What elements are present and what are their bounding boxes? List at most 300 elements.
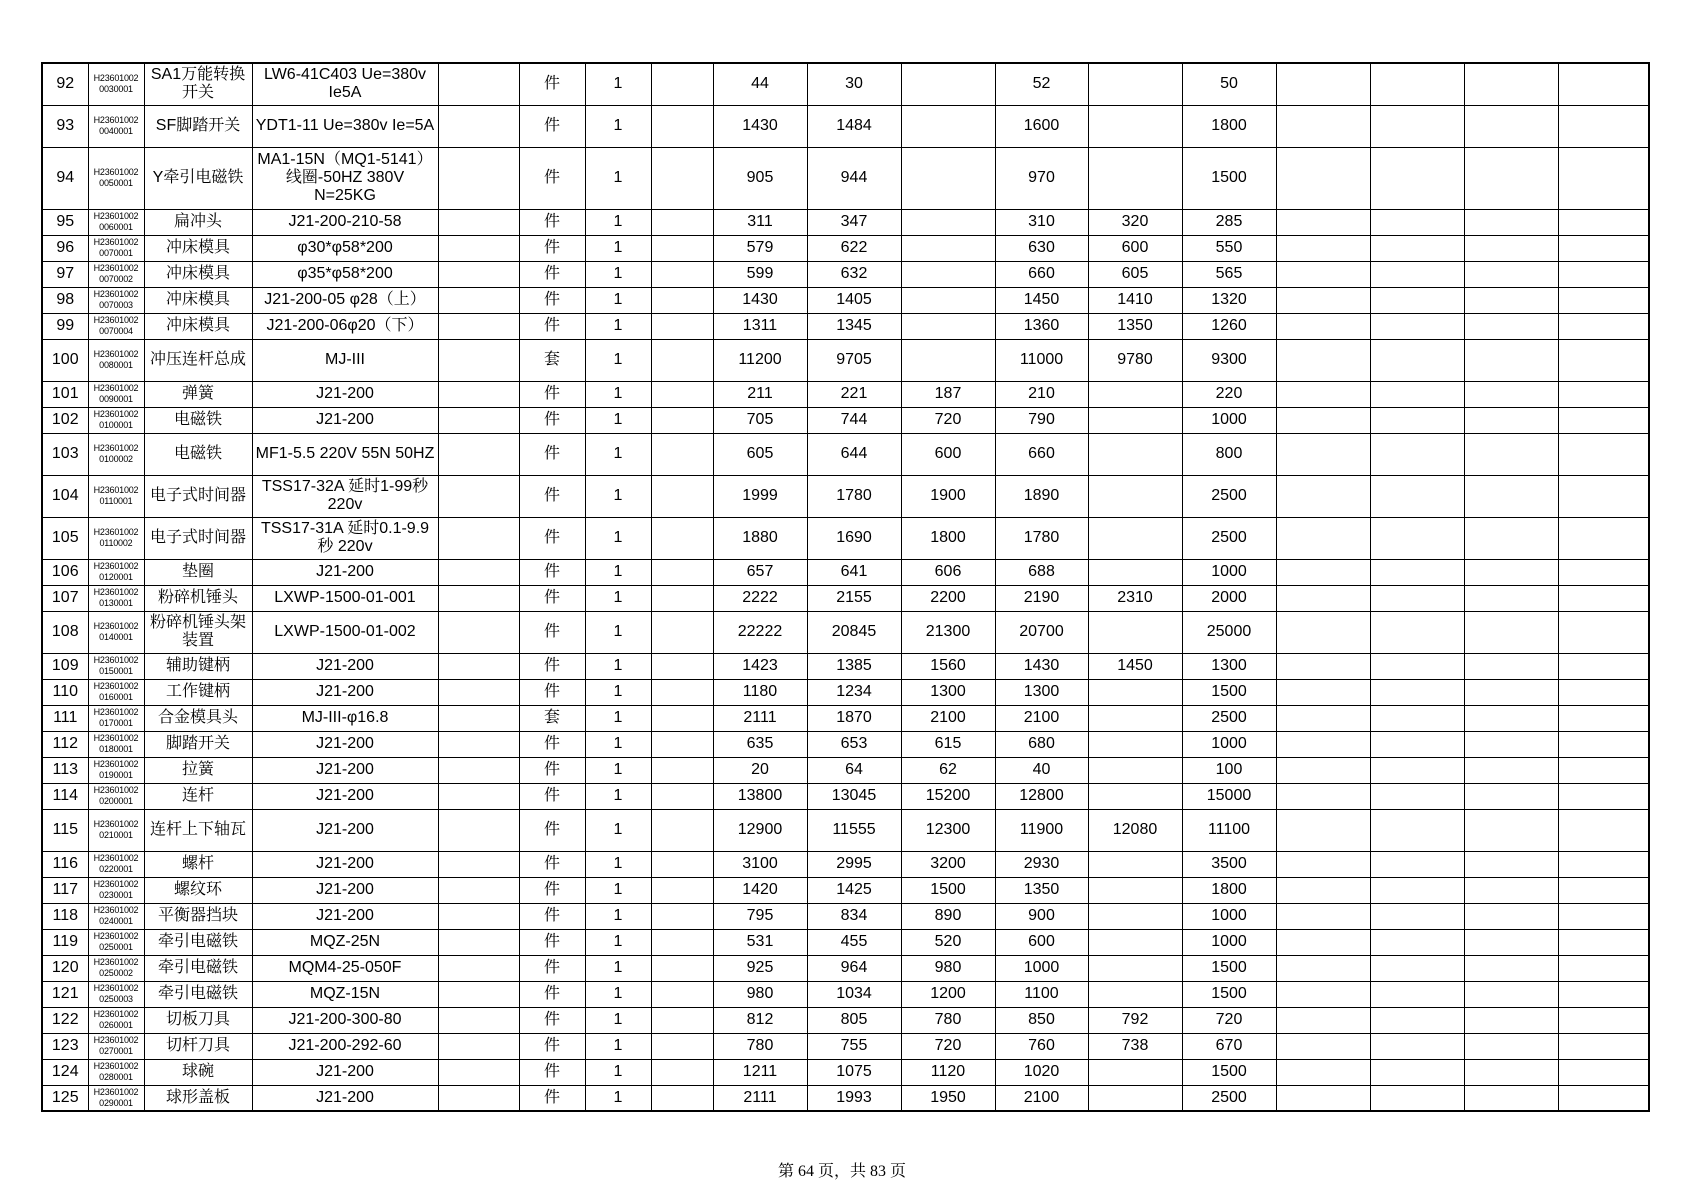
empty-cell [438, 611, 519, 653]
empty-cell [651, 313, 713, 339]
empty-cell [438, 653, 519, 679]
empty-cell [1464, 611, 1558, 653]
table-row [42, 981, 1649, 1007]
item-code: H23601002 0240001 [88, 903, 144, 929]
empty-cell [1370, 611, 1464, 653]
price-5: 1410 [1088, 287, 1182, 313]
price-1: 531 [713, 929, 807, 955]
price-4: 210 [995, 381, 1088, 407]
item-quantity: 1 [585, 903, 651, 929]
price-2: 644 [807, 433, 901, 475]
price-4: 2100 [995, 1085, 1088, 1111]
empty-cell [438, 63, 519, 105]
table-row [42, 475, 1649, 517]
price-6: 2500 [1182, 475, 1276, 517]
footer-suffix: 页 [890, 1163, 907, 1180]
price-4: 1430 [995, 653, 1088, 679]
table-row [42, 955, 1649, 981]
item-name: 电子式时间器 [144, 517, 252, 559]
price-5: 1350 [1088, 313, 1182, 339]
price-5 [1088, 783, 1182, 809]
empty-cell [438, 475, 519, 517]
price-4: 850 [995, 1007, 1088, 1033]
empty-cell [438, 757, 519, 783]
row-number: 110 [42, 679, 88, 705]
price-6: 1500 [1182, 679, 1276, 705]
price-3: 980 [901, 955, 995, 981]
item-code: H23601002 0260001 [88, 1007, 144, 1033]
footer-total-pages: 83 [870, 1163, 886, 1180]
empty-cell [1464, 147, 1558, 209]
price-2: 834 [807, 903, 901, 929]
price-4: 1600 [995, 105, 1088, 147]
item-spec: TSS17-31A 延时0.1-9.9秒 220v [252, 517, 438, 559]
price-4: 660 [995, 261, 1088, 287]
item-code: H23601002 0250002 [88, 955, 144, 981]
item-name: 切杆刀具 [144, 1033, 252, 1059]
item-quantity: 1 [585, 955, 651, 981]
price-1: 1430 [713, 105, 807, 147]
row-number: 103 [42, 433, 88, 475]
item-quantity: 1 [585, 679, 651, 705]
empty-cell [1464, 757, 1558, 783]
item-code: H23601002 0110001 [88, 475, 144, 517]
item-quantity: 1 [585, 611, 651, 653]
empty-cell [651, 261, 713, 287]
empty-cell [1276, 877, 1370, 903]
table-row [42, 517, 1649, 559]
price-3: 780 [901, 1007, 995, 1033]
item-name: 球形盖板 [144, 1085, 252, 1111]
price-2: 1385 [807, 653, 901, 679]
item-quantity: 1 [585, 381, 651, 407]
empty-cell [651, 679, 713, 705]
empty-cell [1558, 955, 1649, 981]
empty-cell [1464, 209, 1558, 235]
price-1: 1430 [713, 287, 807, 313]
empty-cell [1370, 731, 1464, 757]
price-3 [901, 313, 995, 339]
empty-cell [1464, 955, 1558, 981]
empty-cell [1276, 407, 1370, 433]
price-1: 579 [713, 235, 807, 261]
item-spec: MQZ-25N [252, 929, 438, 955]
row-number: 116 [42, 851, 88, 877]
price-5 [1088, 679, 1182, 705]
empty-cell [438, 585, 519, 611]
item-unit: 件 [519, 313, 585, 339]
row-number: 121 [42, 981, 88, 1007]
row-number: 99 [42, 313, 88, 339]
empty-cell [438, 261, 519, 287]
empty-cell [1276, 1007, 1370, 1033]
empty-cell [1464, 63, 1558, 105]
row-number: 94 [42, 147, 88, 209]
item-spec: J21-200 [252, 731, 438, 757]
empty-cell [1276, 851, 1370, 877]
empty-cell [438, 105, 519, 147]
price-2: 455 [807, 929, 901, 955]
item-code: H23601002 0130001 [88, 585, 144, 611]
price-4: 1020 [995, 1059, 1088, 1085]
empty-cell [1558, 1059, 1649, 1085]
empty-cell [1276, 585, 1370, 611]
price-6: 1800 [1182, 105, 1276, 147]
price-6: 1500 [1182, 955, 1276, 981]
empty-cell [1276, 313, 1370, 339]
item-name: SF脚踏开关 [144, 105, 252, 147]
empty-cell [651, 731, 713, 757]
empty-cell [438, 235, 519, 261]
price-4: 680 [995, 731, 1088, 757]
empty-cell [1464, 339, 1558, 381]
price-1: 925 [713, 955, 807, 981]
table-row [42, 903, 1649, 929]
item-quantity: 1 [585, 1085, 651, 1111]
price-6: 1000 [1182, 903, 1276, 929]
empty-cell [1370, 63, 1464, 105]
item-name: 弹簧 [144, 381, 252, 407]
empty-cell [1464, 679, 1558, 705]
empty-cell [1276, 339, 1370, 381]
empty-cell [1464, 313, 1558, 339]
empty-cell [1370, 877, 1464, 903]
item-code: H23601002 0140001 [88, 611, 144, 653]
price-5 [1088, 147, 1182, 209]
table-row [42, 63, 1649, 105]
price-6: 1000 [1182, 407, 1276, 433]
empty-cell [651, 559, 713, 585]
table-row [42, 929, 1649, 955]
item-spec: J21-200 [252, 381, 438, 407]
table-row [42, 705, 1649, 731]
empty-cell [651, 903, 713, 929]
item-quantity: 1 [585, 287, 651, 313]
row-number: 124 [42, 1059, 88, 1085]
price-5 [1088, 517, 1182, 559]
price-5 [1088, 705, 1182, 731]
empty-cell [1276, 783, 1370, 809]
price-5 [1088, 559, 1182, 585]
price-6: 1300 [1182, 653, 1276, 679]
empty-cell [438, 339, 519, 381]
price-5 [1088, 611, 1182, 653]
row-number: 122 [42, 1007, 88, 1033]
price-1: 2111 [713, 705, 807, 731]
price-2: 1234 [807, 679, 901, 705]
price-2: 653 [807, 731, 901, 757]
empty-cell [1558, 235, 1649, 261]
item-code: H23601002 0100001 [88, 407, 144, 433]
row-number: 97 [42, 261, 88, 287]
item-name: 牵引电磁铁 [144, 929, 252, 955]
empty-cell [1276, 981, 1370, 1007]
price-1: 980 [713, 981, 807, 1007]
item-unit: 件 [519, 407, 585, 433]
empty-cell [1464, 981, 1558, 1007]
item-quantity: 1 [585, 809, 651, 851]
price-4: 660 [995, 433, 1088, 475]
item-unit: 件 [519, 903, 585, 929]
price-4: 1890 [995, 475, 1088, 517]
item-code: H23601002 0280001 [88, 1059, 144, 1085]
price-5: 2310 [1088, 585, 1182, 611]
price-5 [1088, 955, 1182, 981]
empty-cell [438, 809, 519, 851]
item-spec: MQZ-15N [252, 981, 438, 1007]
item-name: 牵引电磁铁 [144, 955, 252, 981]
item-code: H23601002 0090001 [88, 381, 144, 407]
price-5 [1088, 1085, 1182, 1111]
price-1: 11200 [713, 339, 807, 381]
table-row [42, 731, 1649, 757]
price-2: 1484 [807, 105, 901, 147]
empty-cell [1370, 981, 1464, 1007]
empty-cell [1464, 559, 1558, 585]
price-6: 3500 [1182, 851, 1276, 877]
empty-cell [1558, 1007, 1649, 1033]
price-3: 520 [901, 929, 995, 955]
item-spec: J21-200 [252, 559, 438, 585]
price-3 [901, 209, 995, 235]
price-4: 790 [995, 407, 1088, 433]
empty-cell [1464, 929, 1558, 955]
price-3 [901, 235, 995, 261]
item-spec: J21-200 [252, 757, 438, 783]
empty-cell [438, 705, 519, 731]
row-number: 123 [42, 1033, 88, 1059]
item-code: H23601002 0210001 [88, 809, 144, 851]
empty-cell [1276, 731, 1370, 757]
empty-cell [1370, 1059, 1464, 1085]
empty-cell [1558, 705, 1649, 731]
empty-cell [1558, 433, 1649, 475]
price-3 [901, 339, 995, 381]
empty-cell [1558, 877, 1649, 903]
empty-cell [1276, 1033, 1370, 1059]
price-2: 1870 [807, 705, 901, 731]
price-6: 220 [1182, 381, 1276, 407]
empty-cell [1464, 517, 1558, 559]
item-spec: J21-200 [252, 653, 438, 679]
price-6: 9300 [1182, 339, 1276, 381]
price-1: 705 [713, 407, 807, 433]
table-row [42, 235, 1649, 261]
row-number: 117 [42, 877, 88, 903]
item-spec: J21-200-06φ20（下） [252, 313, 438, 339]
empty-cell [1370, 475, 1464, 517]
item-spec: J21-200 [252, 903, 438, 929]
price-2: 11555 [807, 809, 901, 851]
row-number: 100 [42, 339, 88, 381]
price-2: 1075 [807, 1059, 901, 1085]
empty-cell [438, 209, 519, 235]
empty-cell [651, 809, 713, 851]
row-number: 101 [42, 381, 88, 407]
price-2: 632 [807, 261, 901, 287]
price-3: 1300 [901, 679, 995, 705]
item-code: H23601002 0180001 [88, 731, 144, 757]
item-code: H23601002 0290001 [88, 1085, 144, 1111]
empty-cell [1464, 877, 1558, 903]
price-4: 1780 [995, 517, 1088, 559]
item-spec: J21-200 [252, 1059, 438, 1085]
item-unit: 件 [519, 851, 585, 877]
empty-cell [1464, 1085, 1558, 1111]
price-1: 211 [713, 381, 807, 407]
price-5: 1450 [1088, 653, 1182, 679]
empty-cell [1276, 475, 1370, 517]
empty-cell [1370, 679, 1464, 705]
empty-cell [1370, 851, 1464, 877]
item-quantity: 1 [585, 783, 651, 809]
empty-cell [651, 929, 713, 955]
empty-cell [1370, 433, 1464, 475]
empty-cell [1276, 105, 1370, 147]
empty-cell [1558, 757, 1649, 783]
item-name: 球碗 [144, 1059, 252, 1085]
item-spec: J21-200 [252, 809, 438, 851]
row-number: 95 [42, 209, 88, 235]
item-code: H23601002 0040001 [88, 105, 144, 147]
row-number: 119 [42, 929, 88, 955]
item-code: H23601002 0170001 [88, 705, 144, 731]
row-number: 92 [42, 63, 88, 105]
item-name: 扁冲头 [144, 209, 252, 235]
empty-cell [438, 679, 519, 705]
price-3: 1500 [901, 877, 995, 903]
item-name: 平衡器挡块 [144, 903, 252, 929]
empty-cell [1464, 851, 1558, 877]
empty-cell [1370, 653, 1464, 679]
item-code: H23601002 0220001 [88, 851, 144, 877]
empty-cell [438, 851, 519, 877]
item-unit: 件 [519, 929, 585, 955]
row-number: 111 [42, 705, 88, 731]
item-unit: 件 [519, 955, 585, 981]
empty-cell [1370, 1085, 1464, 1111]
item-spec: TSS17-32A 延时1-99秒 220v [252, 475, 438, 517]
price-3: 2100 [901, 705, 995, 731]
item-unit: 件 [519, 209, 585, 235]
empty-cell [651, 235, 713, 261]
empty-cell [438, 877, 519, 903]
item-code: H23601002 0250003 [88, 981, 144, 1007]
price-3: 720 [901, 407, 995, 433]
row-number: 93 [42, 105, 88, 147]
empty-cell [438, 1059, 519, 1085]
price-6: 1260 [1182, 313, 1276, 339]
empty-cell [651, 585, 713, 611]
price-2: 221 [807, 381, 901, 407]
empty-cell [1276, 903, 1370, 929]
empty-cell [1464, 287, 1558, 313]
item-spec: J21-200 [252, 679, 438, 705]
table-row [42, 105, 1649, 147]
price-4: 2190 [995, 585, 1088, 611]
price-3: 3200 [901, 851, 995, 877]
empty-cell [651, 1059, 713, 1085]
empty-cell [1464, 1033, 1558, 1059]
item-spec: φ30*φ58*200 [252, 235, 438, 261]
empty-cell [1276, 1059, 1370, 1085]
item-spec: J21-200 [252, 851, 438, 877]
price-1: 812 [713, 1007, 807, 1033]
price-5: 600 [1088, 235, 1182, 261]
item-name: 辅助键柄 [144, 653, 252, 679]
empty-cell [1558, 475, 1649, 517]
empty-cell [1276, 809, 1370, 851]
empty-cell [438, 287, 519, 313]
price-4: 11900 [995, 809, 1088, 851]
price-6: 1000 [1182, 731, 1276, 757]
empty-cell [1370, 559, 1464, 585]
price-3: 187 [901, 381, 995, 407]
table-row [42, 1059, 1649, 1085]
empty-cell [1370, 407, 1464, 433]
footer-page-number: 64 [797, 1163, 814, 1180]
price-4: 1100 [995, 981, 1088, 1007]
item-name: 电子式时间器 [144, 475, 252, 517]
item-spec: LW6-41C403 Ue=380v Ie5A [252, 63, 438, 105]
item-unit: 件 [519, 1059, 585, 1085]
item-spec: J21-200-05 φ28（上） [252, 287, 438, 313]
empty-cell [651, 381, 713, 407]
empty-cell [651, 339, 713, 381]
price-4: 900 [995, 903, 1088, 929]
item-unit: 件 [519, 653, 585, 679]
price-1: 780 [713, 1033, 807, 1059]
empty-cell [1276, 433, 1370, 475]
price-1: 12900 [713, 809, 807, 851]
price-3: 1200 [901, 981, 995, 1007]
price-4: 1350 [995, 877, 1088, 903]
item-name: 牵引电磁铁 [144, 981, 252, 1007]
empty-cell [1370, 809, 1464, 851]
empty-cell [438, 955, 519, 981]
item-spec: LXWP-1500-01-002 [252, 611, 438, 653]
item-code: H23601002 0080001 [88, 339, 144, 381]
empty-cell [1276, 147, 1370, 209]
item-unit: 件 [519, 381, 585, 407]
empty-cell [1558, 611, 1649, 653]
price-3 [901, 147, 995, 209]
table-row [42, 851, 1649, 877]
price-6: 1500 [1182, 147, 1276, 209]
row-number: 114 [42, 783, 88, 809]
price-6: 285 [1182, 209, 1276, 235]
empty-cell [1464, 235, 1558, 261]
price-3: 15200 [901, 783, 995, 809]
price-3: 21300 [901, 611, 995, 653]
table-row [42, 381, 1649, 407]
empty-cell [438, 381, 519, 407]
empty-cell [1276, 611, 1370, 653]
empty-cell [1558, 731, 1649, 757]
empty-cell [651, 1033, 713, 1059]
table-row [42, 653, 1649, 679]
empty-cell [1370, 955, 1464, 981]
item-code: H23601002 0120001 [88, 559, 144, 585]
price-6: 670 [1182, 1033, 1276, 1059]
row-number: 105 [42, 517, 88, 559]
price-5 [1088, 903, 1182, 929]
item-unit: 件 [519, 559, 585, 585]
empty-cell [438, 903, 519, 929]
price-2: 805 [807, 1007, 901, 1033]
price-5 [1088, 731, 1182, 757]
empty-cell [651, 475, 713, 517]
